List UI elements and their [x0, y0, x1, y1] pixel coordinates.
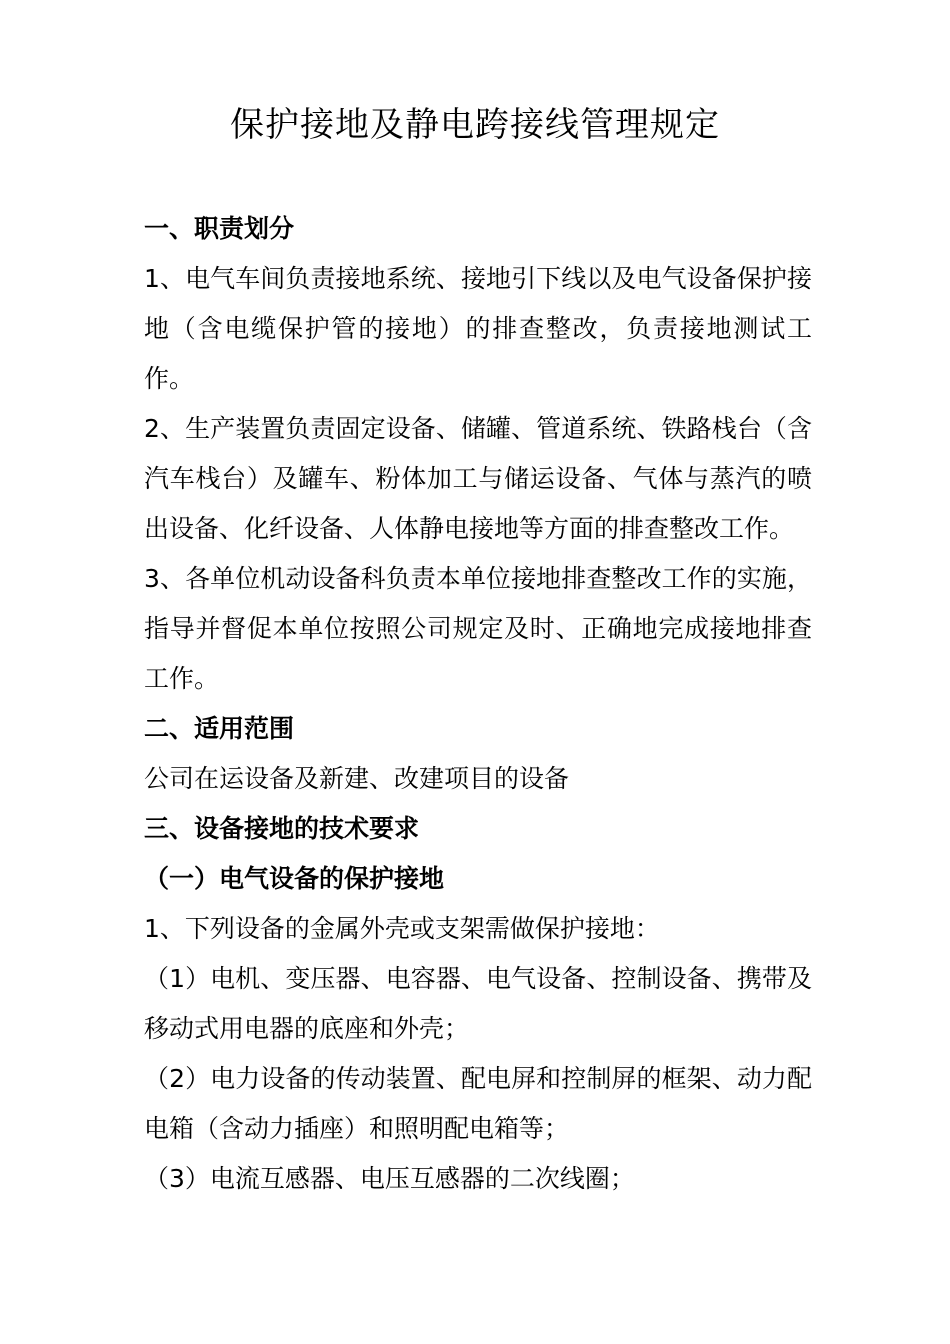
section-heading-scope: 二、适用范围 [144, 714, 295, 743]
paragraph-grounding-sub-2: （2）电力设备的传动装置、配电屏和控制屏的框架、动力配电箱（含动力插座）和照明配电箱等； [144, 1064, 812, 1143]
section-heading-technical-requirements: 三、设备接地的技术要求 [144, 814, 420, 843]
section-heading-responsibilities: 一、职责划分 [144, 214, 295, 243]
paragraph-grounding-item-1: 1、下列设备的金属外壳或支架需做保护接地： [144, 914, 660, 943]
paragraph-grounding-sub-1: （1）电机、变压器、电容器、电气设备、控制设备、携带及移动式用电器的底座和外壳； [144, 964, 812, 1043]
paragraph-scope: 公司在运设备及新建、改建项目的设备 [144, 764, 570, 793]
paragraph-responsibility-2: 2、生产装置负责固定设备、储罐、管道系统、铁路栈台（含汽车栈台）及罐车、粉体加工与储运设备、气体与蒸汽的喷出设备、化纤设备、人体静电接地等方面的排查整改工作。 [144, 414, 812, 543]
document-title: 保护接地及静电跨接线管理规定 [230, 105, 720, 145]
document-body [144, 204, 812, 1204]
paragraph-responsibility-1: 1、电气车间负责接地系统、接地引下线以及电气设备保护接地（含电缆保护管的接地）的排查整改，负责接地测试工作。 [144, 264, 812, 393]
paragraph-responsibility-3: 3、各单位机动设备科负责本单位接地排查整改工作的实施，指导并督促本单位按照公司规定及时、正确地完成接地排查工作。 [144, 564, 812, 693]
paragraph-grounding-sub-3: （3）电流互感器、电压互感器的二次线圈； [144, 1164, 635, 1193]
subsection-heading-protective-grounding: （一）电气设备的保护接地 [144, 864, 445, 893]
